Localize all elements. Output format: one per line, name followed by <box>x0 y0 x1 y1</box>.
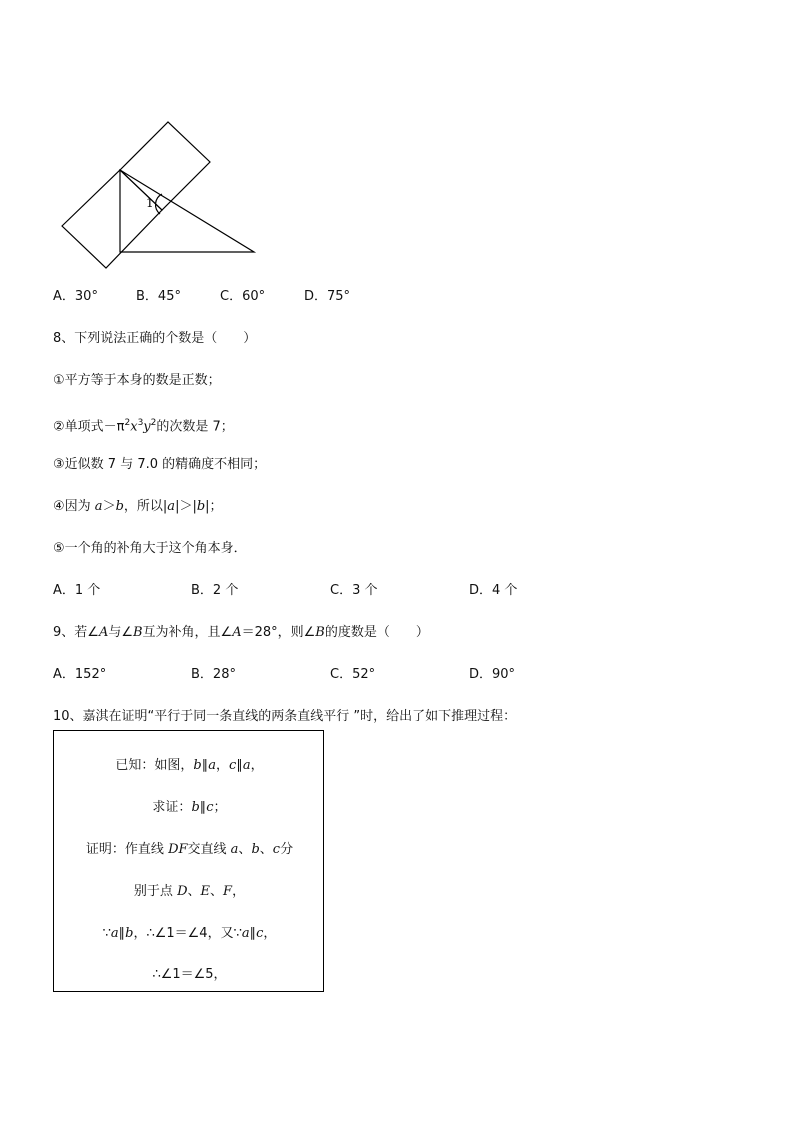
q8-option-b[interactable] <box>191 583 238 599</box>
option-letter: C． <box>330 667 353 682</box>
q8-stem: 8、下列说法正确的个数是（ ） <box>53 331 257 346</box>
option-letter: C． <box>220 289 243 304</box>
q10-stem: 10、嘉淇在证明“平行于同一条直线的两条直线平行 ”时，给出了如下推理过程： <box>53 709 517 724</box>
option-letter: B． <box>191 583 213 598</box>
q8-statement-1: ①平方等于本身的数是正数； <box>53 373 221 388</box>
option-letter: D． <box>469 583 493 598</box>
option-letter: A． <box>53 289 75 304</box>
option-letter: D． <box>304 289 328 304</box>
proof-line-5: ∵a∥b，∴∠1＝∠4，又∵a∥c， <box>102 926 277 941</box>
triangle <box>120 170 254 252</box>
option-text: 3 个 <box>352 583 378 598</box>
q7-option-c[interactable] <box>220 289 265 305</box>
q7-option-d[interactable] <box>304 289 350 305</box>
proof-line-4: 别于点 D、E、F， <box>133 884 246 899</box>
option-letter: D． <box>469 667 493 682</box>
q8-option-d[interactable] <box>469 583 517 599</box>
proof-line-6: ∴∠1＝∠5， <box>152 967 227 982</box>
q8-option-c[interactable] <box>330 583 377 599</box>
proof-line-2: 求证：b∥c； <box>152 800 227 815</box>
option-text: 60° <box>242 289 266 304</box>
option-letter: B． <box>191 667 213 682</box>
option-text: 1 个 <box>74 583 101 598</box>
option-text: 4 个 <box>492 583 518 598</box>
option-text: 52° <box>352 667 376 682</box>
lower-rectangle <box>62 170 162 268</box>
option-letter: B． <box>136 289 158 304</box>
upper-rectangle <box>120 122 210 210</box>
proof-line-1: 已知：如图，b∥a，c∥a， <box>115 758 264 773</box>
q9-stem: 9、若∠A与∠B互为补角，且∠A＝28°，则∠B的度数是（ ） <box>53 625 429 640</box>
option-letter: C． <box>330 583 353 598</box>
q8-statement-4: ④因为 a＞b，所以|a|＞|b|； <box>53 499 223 514</box>
geometry-figure <box>58 118 258 273</box>
angle-label: 1 <box>146 196 154 210</box>
q9-option-b[interactable] <box>191 667 236 683</box>
option-letter: A． <box>53 583 75 598</box>
option-text: 75° <box>327 289 351 304</box>
option-text: 152° <box>74 667 107 682</box>
q9-option-a[interactable] <box>53 667 106 683</box>
option-text: 30° <box>74 289 98 304</box>
q9-option-d[interactable] <box>469 667 515 683</box>
q8-statement-5: ⑤一个角的补角大于这个角本身． <box>53 541 247 556</box>
q8-statement-2: ②单项式$-\pi^2x^3y^2$的次数是 7； <box>53 418 234 435</box>
proof-box <box>53 730 324 992</box>
option-text: 45° <box>157 289 181 304</box>
q7-option-a[interactable] <box>53 289 98 305</box>
option-text: 90° <box>492 667 516 682</box>
option-text: 28° <box>212 667 236 682</box>
option-text: 2 个 <box>212 583 239 598</box>
proof-line-3: 证明：作直线 DF交直线 a、b、c分 <box>85 842 294 857</box>
q8-option-a[interactable] <box>53 583 100 599</box>
option-letter: A． <box>53 667 75 682</box>
q9-option-c[interactable] <box>330 667 375 683</box>
q7-option-b[interactable] <box>136 289 181 305</box>
q8-statement-3: ③近似数 7 与 7.0 的精确度不相同； <box>53 457 267 472</box>
